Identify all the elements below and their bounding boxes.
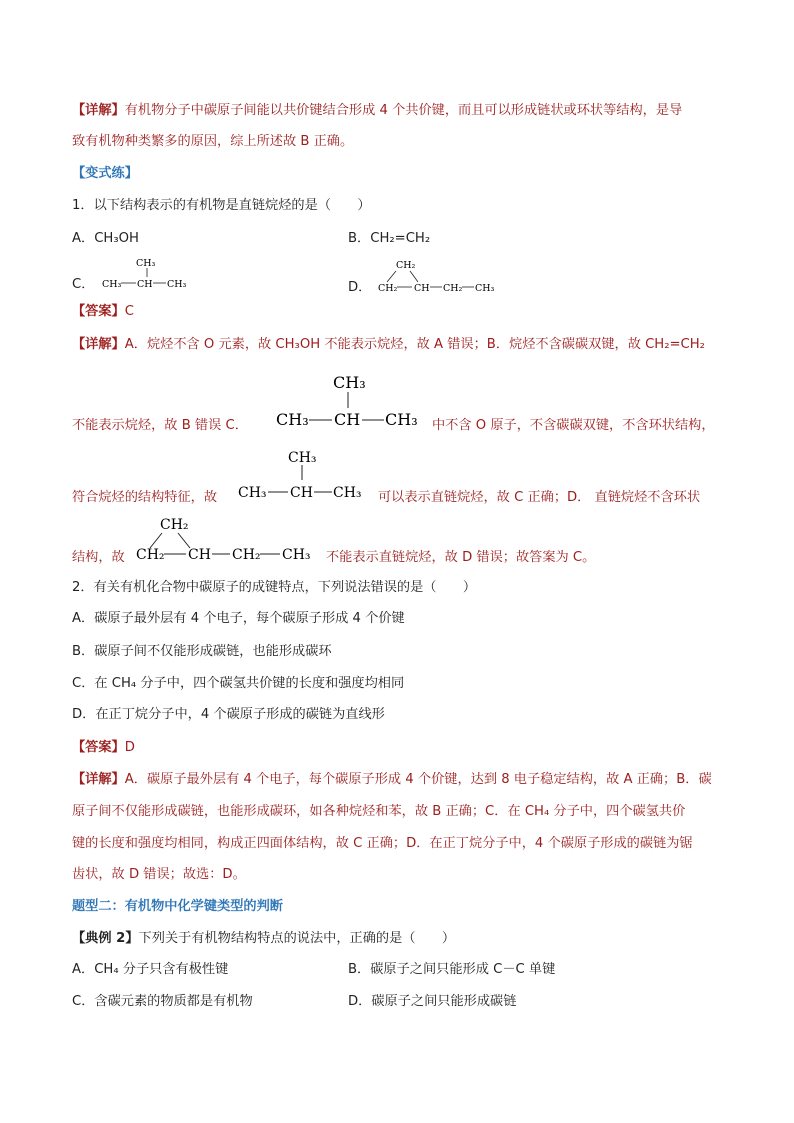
option-label: B． bbox=[348, 231, 371, 246]
example2-option-c: C．含碳元素的物质都是有机物 bbox=[72, 994, 253, 1009]
q2-option-c: C．在 CH₄ 分子中，四个碳氢共价键的长度和强度均相同 bbox=[72, 676, 405, 691]
q1-detail-line4b: 不能表示直链烷烃，故 D 错误；故答案为 C。 bbox=[326, 550, 596, 565]
q2-option-a: A．碳原子最外层有 4 个电子，每个碳原子形成 4 个价键 bbox=[72, 611, 405, 626]
formula-ch2-mid: CH₂ bbox=[232, 547, 261, 563]
detail-formula-c-1 bbox=[274, 368, 434, 434]
type2-heading: 题型二：有机物中化学键类型的判断 bbox=[72, 899, 283, 914]
q1-option-d-label: D． bbox=[348, 280, 372, 295]
example2-option-d: D．碳原子之间只能形成碳链 bbox=[348, 994, 517, 1009]
detail-text-line2: 致有机物种类繁多的原因，综上所述故 B 正确。 bbox=[72, 134, 354, 149]
formula-ch3-right: CH₃ bbox=[385, 410, 418, 429]
q2-detail-line4: 齿状，故 D 错误；故选：D。 bbox=[72, 867, 246, 882]
option-text: CH₂=CH₂ bbox=[370, 231, 431, 246]
formula-ch: CH bbox=[137, 279, 153, 290]
detail-tag: 【详解】 bbox=[72, 103, 125, 118]
formula-ch3-top: CH₃ bbox=[288, 450, 317, 466]
example2-option-b: B．碳原子之间只能形成 C－C 单键 bbox=[348, 962, 556, 977]
formula-ch3-right: CH₃ bbox=[282, 547, 311, 563]
q1-detail-line3b: 可以表示直链烷烃，故 C 正确；D． 直链烷烃不含环状 bbox=[378, 490, 701, 505]
q2-detail-line3: 键的长度和强度均相同，构成正四面体结构，故 C 正确；D．在正丁烷分子中，4 个碳原子形成的碳链为锯 bbox=[72, 836, 693, 851]
option-label: A． bbox=[72, 231, 95, 246]
formula-ch2-top: CH₂ bbox=[160, 517, 189, 533]
formula-ch: CH bbox=[290, 485, 313, 501]
q1-option-d-formula bbox=[376, 254, 506, 296]
q1-detail-line2b: 中不含 O 原子，不含碳碳双键，不含环状结构， bbox=[432, 418, 715, 433]
detail-text: 有机物分子中碳原子间能以共价键结合形成 4 个共价键，而且可以形成链状或环状等结构，是导 bbox=[124, 103, 683, 118]
q2-detail-line1 bbox=[72, 770, 712, 790]
detail-text: A．碳原子最外层有 4 个电子，每个碳原子形成 4 个价键，达到 8 电子稳定结构，故 A 正确；B．碳 bbox=[124, 772, 712, 787]
formula-ch2-mid: CH₂ bbox=[443, 283, 463, 294]
q1-option-c-label: C． bbox=[72, 277, 95, 292]
q1-option-c-formula bbox=[100, 252, 200, 292]
formula-ch: CH bbox=[334, 410, 361, 429]
q2-option-b: B．碳原子间不仅能形成碳链，也能形成碳环 bbox=[72, 644, 332, 659]
formula-ch3-right: CH₃ bbox=[475, 283, 495, 294]
answer-value: C bbox=[124, 304, 134, 319]
example-tag: 【典例 2】 bbox=[72, 931, 139, 946]
detail-tag: 【详解】 bbox=[72, 772, 125, 787]
example-2-stem bbox=[72, 929, 455, 949]
q1-answer bbox=[72, 302, 134, 322]
q2-option-d: D．在正丁烷分子中，4 个碳原子形成的碳链为直线形 bbox=[72, 707, 385, 722]
formula-ch3-left: CH₃ bbox=[276, 410, 309, 429]
formula-ch3-right: CH₃ bbox=[167, 279, 187, 290]
q2-answer bbox=[72, 738, 135, 758]
answer-value: D bbox=[124, 740, 135, 755]
formula-ch: CH bbox=[188, 547, 211, 563]
detail-paragraph bbox=[72, 101, 682, 121]
answer-tag: 【答案】 bbox=[72, 740, 125, 755]
answer-tag: 【答案】 bbox=[72, 304, 125, 319]
detail-tag: 【详解】 bbox=[72, 337, 125, 352]
example-stem-text: 下列关于有机物结构特点的说法中，正确的是（ ） bbox=[138, 931, 456, 946]
formula-ch2-top: CH₂ bbox=[396, 260, 416, 271]
variant-heading: 【变式练】 bbox=[72, 166, 138, 181]
option-text: CH₃OH bbox=[94, 231, 139, 246]
question-2-stem: 2．有关有机化合物中碳原子的成键特点，下列说法错误的是（ ） bbox=[72, 580, 477, 595]
formula-ch3-right: CH₃ bbox=[333, 485, 362, 501]
question-1-stem: 1．以下结构表示的有机物是直链烷烃的是（ ） bbox=[72, 198, 371, 213]
formula-ch: CH bbox=[414, 283, 430, 294]
q2-detail-line2: 原子间不仅能形成碳链，也能形成碳环，如各种烷烃和苯，故 B 正确；C．在 CH₄ 分子中，四个碳氢共价 bbox=[72, 804, 686, 819]
formula-ch3-top: CH₃ bbox=[333, 373, 366, 392]
detail-formula-c-2 bbox=[236, 444, 376, 504]
q1-detail-line4a: 结构，故 bbox=[72, 550, 125, 565]
q1-option-b bbox=[348, 229, 430, 249]
example2-option-a: A．CH₄ 分子只含有极性键 bbox=[72, 962, 229, 977]
detail-formula-d bbox=[134, 512, 324, 568]
formula-ch2-left: CH₂ bbox=[136, 547, 165, 563]
q1-option-a bbox=[72, 229, 139, 249]
q1-detail-line2a: 不能表示烷烃，故 B 错误 C． bbox=[72, 418, 248, 433]
q1-detail-line1 bbox=[72, 335, 705, 355]
formula-ch2-left: CH₂ bbox=[378, 283, 398, 294]
formula-ch3-top: CH₃ bbox=[136, 258, 156, 269]
detail-text: A．烷烃不含 O 元素，故 CH₃OH 不能表示烷烃，故 A 错误；B．烷烃不含碳碳双键，故 CH₂=CH₂ bbox=[124, 337, 705, 352]
q1-detail-line3a: 符合烷烃的结构特征，故 bbox=[72, 490, 218, 505]
formula-ch3-left: CH₃ bbox=[102, 279, 122, 290]
formula-ch3-left: CH₃ bbox=[238, 485, 267, 501]
